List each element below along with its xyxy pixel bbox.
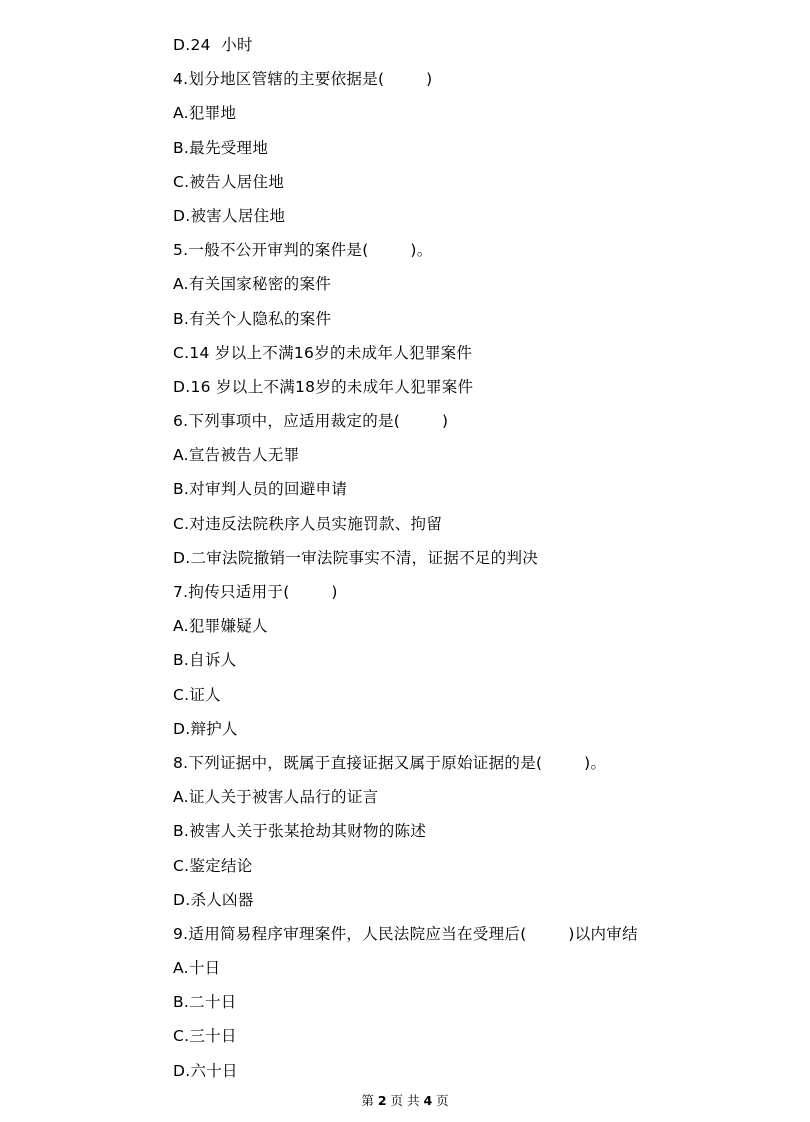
option-line: B.二十日: [173, 993, 237, 1012]
option-line: C.对违反法院秩序人员实施罚款、拘留: [173, 514, 443, 533]
option-line: D.被害人居住地: [173, 206, 286, 225]
option-line: A.十日: [173, 959, 221, 978]
option-line: C.三十日: [173, 1027, 237, 1046]
option-line: B.自诉人: [173, 651, 237, 670]
option-line: B.最先受理地: [173, 138, 269, 157]
question-line: 6.下列事项中，应适用裁定的是( ): [173, 412, 449, 431]
total-pages-number: 4: [423, 1093, 433, 1108]
option-line: C.证人: [173, 685, 221, 704]
option-line: D.二审法院撤销一审法院事实不清，证据不足的判决: [173, 548, 539, 567]
page-footer: [0, 1093, 810, 1109]
question-line: 5.一般不公开审判的案件是( )。: [173, 241, 433, 260]
option-line: B.对审判人员的回避申请: [173, 480, 348, 499]
option-line: D.六十日: [173, 1061, 238, 1080]
option-line: C.被告人居住地: [173, 172, 285, 191]
option-line: A.犯罪嫌疑人: [173, 617, 268, 636]
question-line: 4.划分地区管辖的主要依据是( ): [173, 70, 433, 89]
question-line: 8.下列证据中，既属于直接证据又属于原始证据的是( )。: [173, 753, 607, 772]
option-line: D.24 小时: [173, 36, 253, 54]
option-line: A.证人关于被害人品行的证言: [173, 788, 379, 807]
question-list: [173, 28, 773, 1088]
footer-middle: 页 共: [390, 1093, 420, 1108]
option-line: B.有关个人隐私的案件: [173, 309, 332, 328]
option-line: C.鉴定结论: [173, 856, 253, 875]
option-line: B.被害人关于张某抢劫其财物的陈述: [173, 822, 427, 841]
current-page-number: 2: [377, 1093, 387, 1108]
option-line: C.14 岁以上不满16岁的未成年人犯罪案件: [173, 343, 473, 362]
option-line: D.杀人凶器: [173, 890, 254, 909]
question-line: 9.适用简易程序审理案件，人民法院应当在受理后( )以内审结: [173, 924, 638, 943]
option-line: D.辩护人: [173, 719, 238, 738]
option-line: A.有关国家秘密的案件: [173, 275, 332, 294]
option-line: D.16 岁以上不满18岁的未成年人犯罪案件: [173, 377, 474, 396]
footer-suffix: 页: [436, 1093, 449, 1108]
option-line: A.宣告被告人无罪: [173, 446, 300, 465]
option-line: A.犯罪地: [173, 104, 237, 123]
question-line: 7.拘传只适用于( ): [173, 583, 338, 601]
footer-prefix: 第: [361, 1093, 374, 1108]
